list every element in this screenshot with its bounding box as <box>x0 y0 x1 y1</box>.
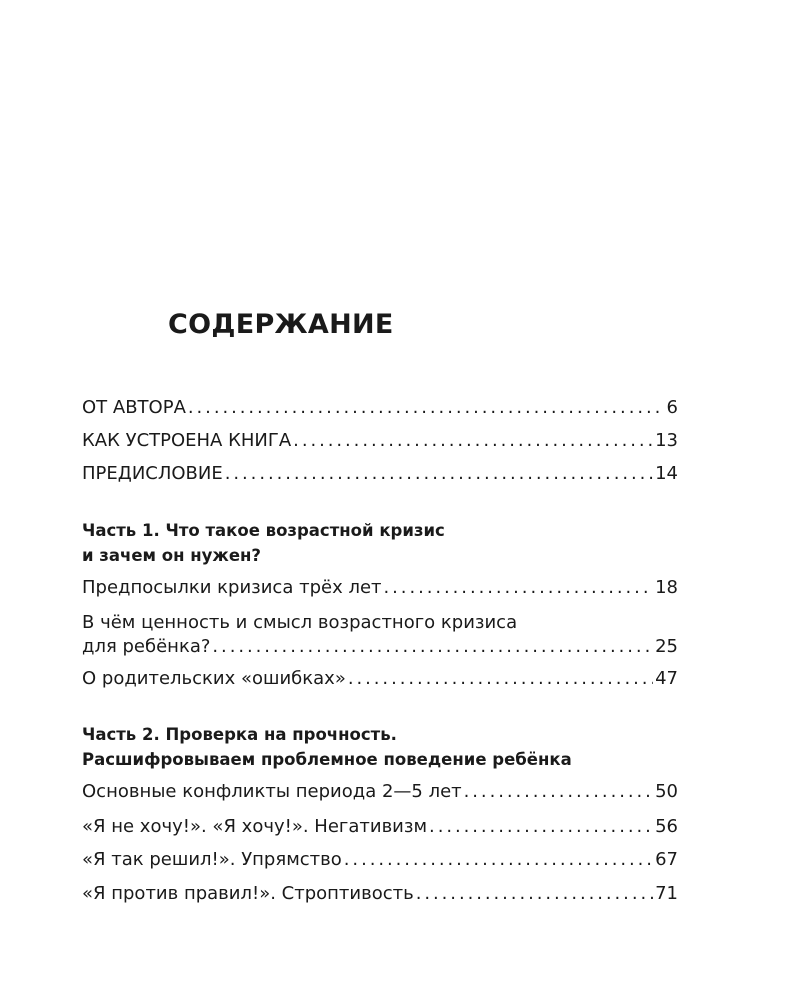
dot-leader <box>464 780 653 804</box>
toc-entry-page: 47 <box>655 668 678 689</box>
dot-leader <box>188 396 665 420</box>
toc-entry-title: «Я против правил!». Строптивость <box>82 883 414 904</box>
toc-entry-crisis-prerequisites[interactable] <box>82 576 678 600</box>
toc-entry-how-book-built[interactable] <box>82 429 678 453</box>
dot-leader <box>429 815 653 839</box>
page-title: СОДЕРЖАНИЕ <box>168 309 394 340</box>
dot-leader <box>212 635 653 659</box>
toc-entry-preface[interactable] <box>82 462 678 486</box>
toc-entry-page: 18 <box>655 577 678 598</box>
toc-entry-page: 25 <box>655 636 678 657</box>
toc-entry-crisis-value[interactable] <box>82 611 678 659</box>
toc-entry-title-line: В чём ценность и смысл возрастного кризиса <box>82 612 518 633</box>
part-heading-line: Расшифровываем проблемное поведение ребёнка <box>82 750 572 769</box>
toc-entry-page: 67 <box>655 849 678 870</box>
part-heading-line: Часть 2. Проверка на прочность. <box>82 725 397 744</box>
toc-entry-obstinacy[interactable] <box>82 882 678 906</box>
toc-entry-title: ПРЕДИСЛОВИЕ <box>82 463 223 484</box>
toc-entry-page: 14 <box>655 463 678 484</box>
toc-entry-parent-mistakes[interactable] <box>82 667 678 691</box>
toc-entry-title: КАК УСТРОЕНА КНИГА <box>82 430 292 451</box>
toc-entry-page: 6 <box>666 397 678 418</box>
dot-leader <box>384 576 654 600</box>
part-heading-line: Часть 1. Что такое возрастной кризис <box>82 521 445 540</box>
toc-entry-title: «Я не хочу!». «Я хочу!». Негативизм <box>82 816 428 837</box>
toc-entry-title: «Я так решил!». Упрямство <box>82 849 342 870</box>
toc-entry-page: 50 <box>655 781 678 802</box>
toc-entry-stubbornness[interactable] <box>82 848 678 872</box>
part-2-heading[interactable] <box>82 722 678 772</box>
toc-entry-page: 13 <box>655 430 678 451</box>
toc-entry-title: Основные конфликты периода 2—5 лет <box>82 781 462 802</box>
dot-leader <box>344 848 653 872</box>
part-1-heading[interactable] <box>82 518 678 568</box>
dot-leader <box>416 882 653 906</box>
toc-entry-page: 71 <box>655 883 678 904</box>
toc-entry-title: для ребёнка? <box>82 636 211 657</box>
dot-leader <box>348 667 653 691</box>
toc-entry-title: О родительских «ошибках» <box>82 668 346 689</box>
toc-entry-negativism[interactable] <box>82 815 678 839</box>
toc-entry-main-conflicts[interactable] <box>82 780 678 804</box>
toc-entry-title: Предпосылки кризиса трёх лет <box>82 577 382 598</box>
part-heading-line: и зачем он нужен? <box>82 546 261 565</box>
toc-entry-page: 56 <box>655 816 678 837</box>
toc-entry-from-author[interactable] <box>82 396 678 420</box>
dot-leader <box>293 429 653 453</box>
toc-entry-title: ОТ АВТОРА <box>82 397 186 418</box>
dot-leader <box>225 462 653 486</box>
